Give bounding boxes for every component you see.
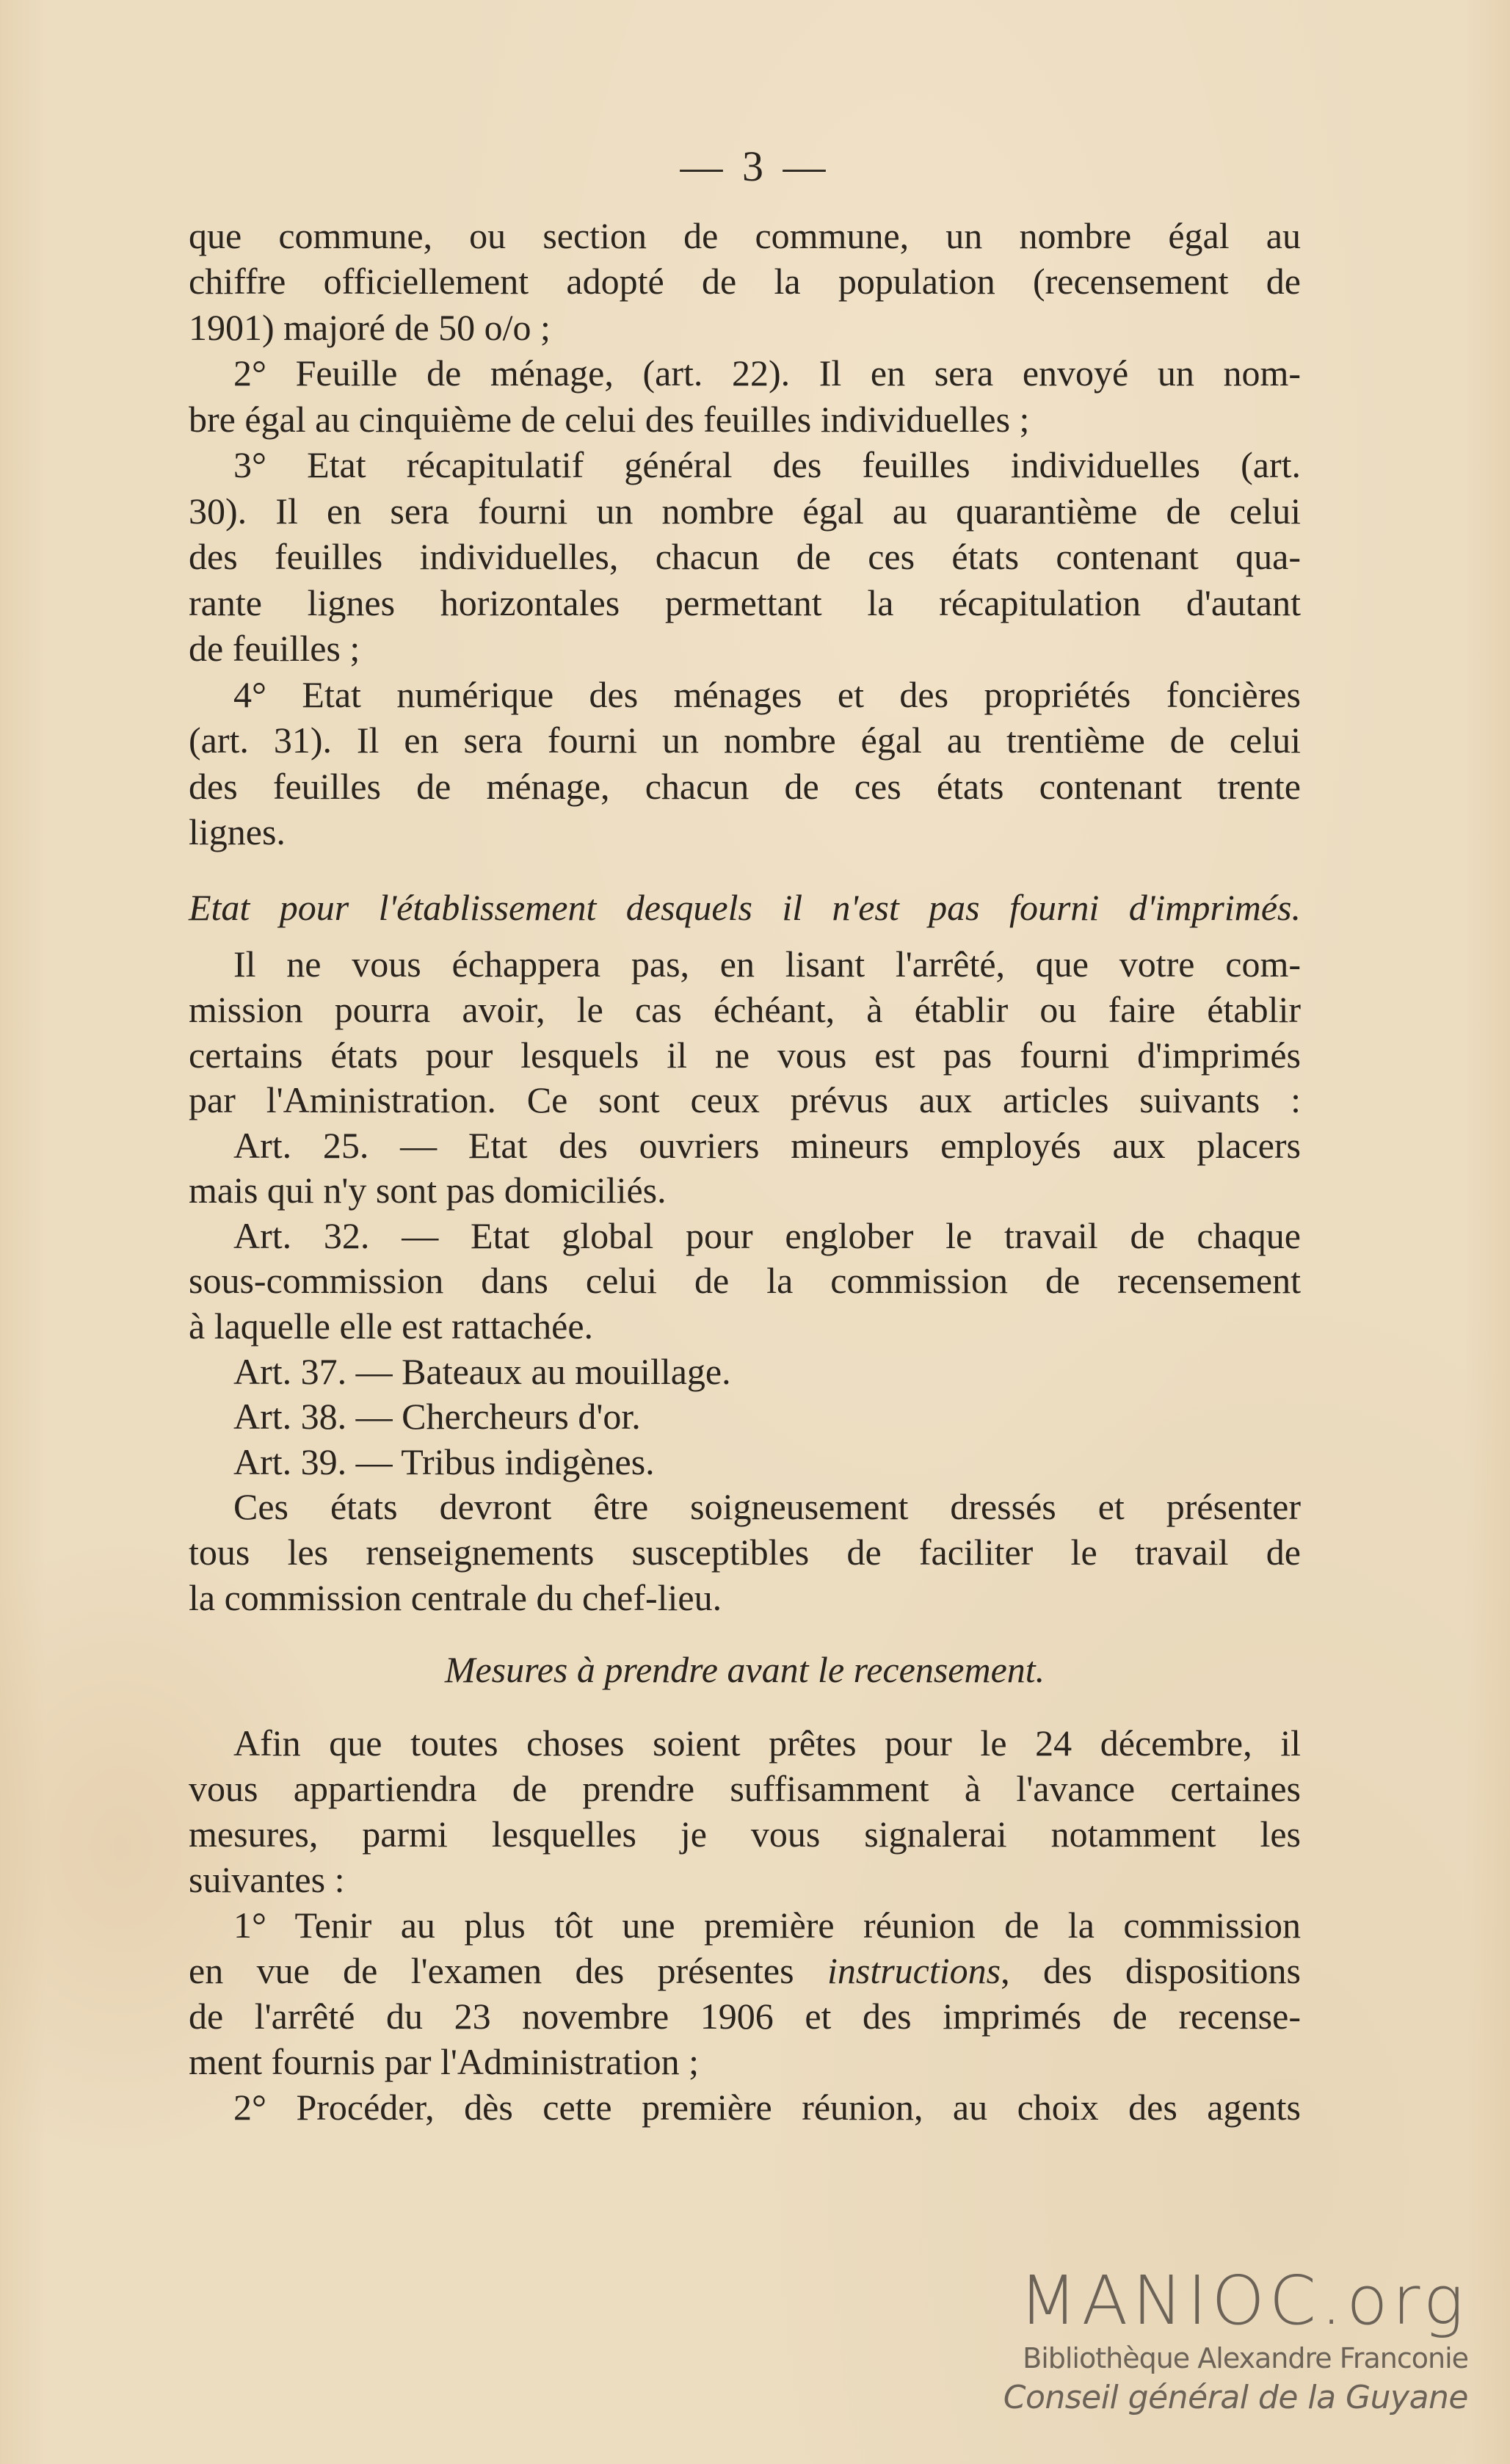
text-line: chiffre officiellement adopté de la population (recensement de <box>189 261 1301 302</box>
council-name: Conseil général de la Guyane <box>1003 2379 1468 2416</box>
text-line: sous-commission dans celui de la commission de recensement <box>189 1260 1301 1301</box>
text-line: Art. 38. — Chercheurs d'or. <box>233 1396 641 1437</box>
section-heading-imprimes: Etat pour l'établissement desquels il n'est pas fourni d'imprimés. <box>189 887 1301 928</box>
library-name: Bibliothèque Alexandre Franconie <box>1023 2342 1468 2374</box>
text-line: Il ne vous échappera pas, en lisant l'arrêté, que votre com- <box>233 943 1301 985</box>
text-line: Art. 37. — Bateaux au mouillage. <box>233 1351 731 1392</box>
text-line: 1901) majoré de 50 o/o ; <box>189 307 551 348</box>
text-line: mais qui n'y sont pas domiciliés. <box>189 1170 667 1211</box>
text-line: des feuilles individuelles, chacun de ces états contenant qua- <box>189 536 1301 577</box>
text-line: la commission centrale du chef-lieu. <box>189 1577 722 1618</box>
text-line: Ces états devront être soigneusement dressés et présenter <box>233 1486 1301 1527</box>
text-line: par l'Aministration. Ce sont ceux prévus aux articles suivants : <box>189 1079 1301 1120</box>
text-line: que commune, ou section de commune, un nombre égal au <box>189 215 1301 256</box>
text-line: lignes. <box>189 811 286 852</box>
italic-word-instructions: instructions <box>827 1950 1001 1991</box>
text-line: mesures, parmi lesquelles je vous signalerai notamment les <box>189 1813 1301 1855</box>
text-line: 2° Procéder, dès cette première réunion, au choix des agents <box>233 2087 1301 2128</box>
section-heading-mesures: Mesures à prendre avant le recensement. <box>444 1649 1045 1690</box>
text-line: mission pourra avoir, le cas échéant, à établir ou faire établir <box>189 989 1301 1030</box>
text-line: Art. 32. — Etat global pour englober le travail de chaque <box>233 1215 1301 1256</box>
text-line: 4° Etat numérique des ménages et des propriétés foncières <box>233 674 1301 715</box>
text-line: 30). Il en sera fourni un nombre égal au quarantième de celui <box>189 490 1301 532</box>
text-line: bre égal au cinquième de celui des feuilles individuelles ; <box>189 399 1030 440</box>
text-line: à laquelle elle est rattachée. <box>189 1305 594 1347</box>
text-line: Afin que toutes choses soient prêtes pour le 24 décembre, il <box>233 1722 1301 1764</box>
text-line: vous appartiendra de prendre suffisamment à l'avance certaines <box>189 1768 1301 1809</box>
text-line: de l'arrêté du 23 novembre 1906 et des imprimés de recense- <box>189 1996 1301 2037</box>
text-line: suivantes : <box>189 1859 345 1900</box>
page-number: — 3 — <box>680 142 830 190</box>
text-segment: , des dispositions <box>1001 1950 1301 1991</box>
text-line: 1° Tenir au plus tôt une première réunion de la commission <box>233 1905 1301 1946</box>
text-line: certains états pour lesquels il ne vous est pas fourni d'imprimés <box>189 1034 1301 1076</box>
text-line: tous les renseignements susceptibles de faciliter le travail de <box>189 1532 1301 1573</box>
text-line: rante lignes horizontales permettant la récapitulation d'autant <box>189 582 1301 623</box>
text-line: 2° Feuille de ménage, (art. 22). Il en sera envoyé un nom- <box>233 352 1301 394</box>
text-line: des feuilles de ménage, chacun de ces états contenant trente <box>189 766 1301 807</box>
text-line: (art. 31). Il en sera fourni un nombre égal au trentième de celui <box>189 720 1301 761</box>
text-segment: en vue de l'examen des présentes <box>189 1950 827 1991</box>
text-line: ment fournis par l'Administration ; <box>189 2041 700 2082</box>
text-line: 3° Etat récapitulatif général des feuilles individuelles (art. <box>233 444 1301 485</box>
text-line: de feuilles ; <box>189 628 360 669</box>
text-line-with-italic <box>189 1948 1301 1993</box>
text-line: Art. 25. — Etat des ouvriers mineurs employés aux placers <box>233 1125 1301 1166</box>
text-line: Art. 39. — Tribus indigènes. <box>233 1441 655 1482</box>
manioc-logo: MANIOC.org <box>1019 2261 1468 2340</box>
